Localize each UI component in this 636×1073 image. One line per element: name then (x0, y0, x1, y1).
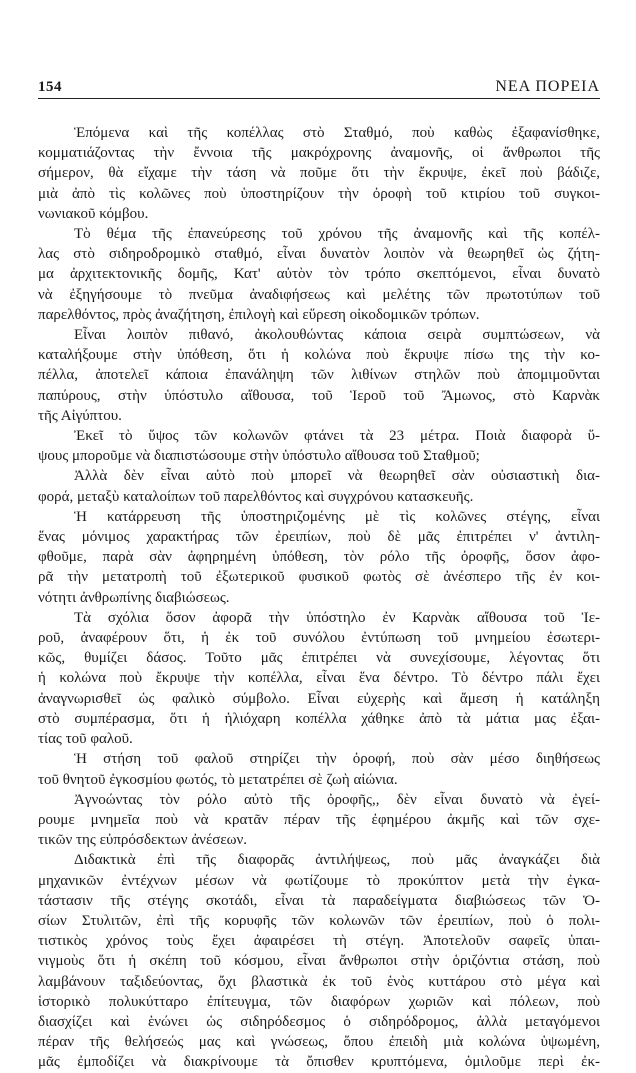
text-line: κῶς, θυμίζει δάσος. Τοῦτο μᾶς ἐπιτρέπει νὰ συνεχίσουμε, λέγοντας ὅτι (38, 650, 600, 667)
text-line: Ἀγνοώντας τὸν ρόλο αὐτὸ τῆς ὀροφῆς,, δὲν εἶναι δυνατὸ νὰ ἐγεί- (74, 791, 600, 808)
text-line: σίων Στυλιτῶν, ἐπὶ τῆς κορυφῆς τῶν κολωνῶν τῶν ἐρειπίων, ποὺ ὁ πολι- (38, 912, 600, 929)
text-line: κομματιάζοντας τὴν ἔννοια τῆς μακρόχρονης ἀναμονῆς, οἱ ἄνθρωποι τῆς (38, 145, 600, 162)
text-line: Ἡ στήση τοῦ φαλοῦ στηρίζει τὴν ὀροφή, ποὺ σὰν μέσο διηθήσεως (74, 751, 600, 768)
text-line: μηχανικῶν ἐντέχνων μέσων νὰ φωτίζουμε τὸ προκύπτον μετὰ τὴν ἐγκα- (38, 872, 600, 889)
text-line: τίας τοῦ φαλοῦ. (38, 731, 133, 748)
text-line: λαμβάνουν ταξιδεύοντας, ὄχι βλαστικὰ ἐκ τοῦ ἑνὸς κυττάρου στὸ μέγα καὶ (38, 973, 600, 990)
text-line: Τὰ σχόλια ὅσον ἀφορᾶ τὴν ὑπόστηλο ἐν Καρνὰκ αἴθουσα τοῦ Ἱε- (74, 609, 600, 626)
text-line: πέραν τῆς θελήσεώς μας καὶ γνώσεως, ὅπου ἐπειδὴ μιὰ κολώνα ὑψωμένη, (38, 1034, 600, 1051)
text-line: φθοῦμε, παρὰ σὰν ἀφηρημένη ὑπόθεση, τὸν ρόλο τῆς ὀροφῆς, ὅσον ἀφο- (38, 549, 600, 566)
text-line: στὸ συμπέρασμα, ὅτι ἡ ἡλιόχαρη κοπέλλα χάθηκε ἀπὸ τὰ μάτια μας ἐξαι- (38, 710, 600, 727)
text-line: Διδακτικὰ ἐπὶ τῆς διαφορᾶς ἀντιλήψεως, ποὺ μᾶς ἀναγκάζει διὰ (74, 852, 600, 869)
text-line: Ἀλλὰ δὲν εἶναι αὐτὸ ποὺ μπορεῖ νὰ θεωρηθεῖ σὰν οὐσιαστικὴ δια- (74, 468, 600, 485)
text-line: ἕνας μόνιμος χαρακτήρας τῶν ἐρειπίων, ποὺ δὲ μᾶς ἐπιτρέπει ν' ἀντιλη- (38, 529, 600, 546)
running-head: ΝΕΑ ΠΟΡΕΙΑ (495, 78, 600, 95)
text-line: καταλήξουμε στὴν ὑπόθεση, ὅτι ἡ κολώνα ποὺ ἔκρυψε πίσω της τὴν κο- (38, 347, 600, 364)
text-line: τῆς Αἰγύπτου. (38, 407, 122, 424)
text-line: Ἡ κατάρρευση τῆς ὑποστηριζομένης μὲ τὶς κολῶνες στέγης, εἶναι (74, 508, 600, 525)
text-line: παπύρους, στὴν ὑπόστυλο αἴθουσα, τοῦ Ἱεροῦ τοῦ Ἄμωνος, στὸ Καρνὰκ (38, 387, 600, 404)
text-line: νότητι ἀνθρωπίνης διαβιώσεως. (38, 589, 230, 606)
body-text (38, 123, 600, 1073)
text-line: τάστασιν τῆς στέγης σκοτάδι, εἶναι τὰ παραδείγματα διαβιώσεως τῶν Ὁ- (38, 892, 600, 909)
page-number: 154 (38, 79, 62, 95)
text-line: μᾶς ἐμποδίζει νὰ διακρίνουμε τὰ ὄπισθεν κρυπτόμενα, ὁμιλοῦμε περὶ ἐκ- (38, 1054, 600, 1071)
book-page (38, 70, 600, 1071)
text-line: νωνιακοῦ κόμβου. (38, 205, 149, 222)
text-line: ρουμε μνημεῖα ποὺ νὰ κρατᾶν πέραν τῆς ἐφημέρου ἀκμῆς καὶ τῶν σχε- (38, 811, 600, 828)
text-line: μα ἀρχιτεκτονικῆς δομῆς, Κατ' αὐτὸν τὸν τρόπο σκεπτόμενοι, εἶναι δυνατὸ (38, 266, 600, 283)
text-line: παρελθόντος, πρὸς ἀναζήτηση, ἐπιλογὴ καὶ εὕρεση οἰκοδομικῶν τρόπων. (38, 306, 480, 323)
text-line: λας στὸ σιδηροδρομικὸ σταθμό, εἶναι δυνατὸν λοιπὸν νὰ θεωρηθεῖ ὡς ζήτη- (38, 246, 600, 263)
text-line: σήμερον, θὰ εἴχαμε τὴν τάση νὰ ποῦμε ὅτι τὴν ἔκρυψε, ἐκεῖ ποὺ βάδιζε, (38, 165, 600, 182)
text-line: μιὰ ἀπὸ τὶς κολῶνες ποὺ ὑποστηρίζουν τὴν ὀροφὴ τοῦ κτιρίου τοῦ συγκοι- (38, 185, 600, 202)
text-line: Τὸ θέμα τῆς ἐπανεύρεσης τοῦ χρόνου τῆς ἀναμονῆς καὶ τῆς κοπέλ- (74, 226, 600, 243)
text-line: ροῦ, ἀναφέρουν ὅτι, ἡ ἐκ τοῦ συνόλου ἐντύπωση τοῦ μνημείου ἐσωτερι- (38, 630, 600, 647)
text-line: ἡ κολώνα ποὺ ἔκρυψε τὴν κοπέλλα, εἶναι ἕνα δέντρο. Τὸ δέντρο πάλι ἔχει (38, 670, 600, 687)
text-line: διασχίζει καὶ ἑνώνει ὡς σιδηρόδεσμος ὁ σιδηρόδρομος, ἀλλὰ μεταγόμενοι (38, 1013, 600, 1030)
text-line: τιστικὸς χρόνος τοὺς ἔχει ἀφαιρέσει τὴ στέγη. Ἀποτελοῦν σαφεῖς ὑπαι- (38, 933, 600, 950)
text-line: νὰ ἐξηγήσουμε τὸ πνεῦμα ἀναδιφήσεως καὶ μελέτης τῶν πρωτοτύπων τοῦ (38, 286, 600, 303)
text-line: Ἑπόμενα καὶ τῆς κοπέλλας στὸ Σταθμό, ποὺ καθὼς ἐξαφανίσθηκε, (74, 125, 600, 141)
text-line: ψους μποροῦμε νὰ διαπιστώσουμε στὴν ὑπόστυλο αἴθουσα τοῦ Σταθμοῦ; (38, 448, 480, 465)
text-line: τικῶν της εὐπρόσδεκτων ἀνέσεων. (38, 832, 248, 849)
text-line: ρᾶ τὴν μετατροπὴ τοῦ ἐξωτερικοῦ φυσικοῦ φωτὸς σὲ ἀνέσπερο τῆς ἐν κοι- (38, 569, 600, 586)
page-header (38, 70, 600, 96)
text-line: Ἐκεῖ τὸ ὕψος τῶν κολωνῶν φτάνει τὰ 23 μέτρα. Ποιὰ διαφορὰ ὕ- (74, 428, 600, 445)
text-line: φορά, μεταξὺ καταλοίπων τοῦ παρελθόντος καὶ συγχρόνου κατασκευῆς. (38, 488, 474, 505)
text-line: ἀναγνωρισθεῖ ὡς φαλικὸ σύμβολο. Εἶναι εὐχερὴς καὶ ἄμεση ἡ κατάληξη (38, 690, 600, 707)
header-rule (38, 98, 600, 99)
text-line: ἱστορικὸ πολυκύτταρο ἐπίτευγμα, τῶν διαφόρων χωριῶν καὶ πόλεων, ποὺ (38, 993, 600, 1010)
text-line: πέλλα, ἀποτελεῖ κάποια ἐπανάληψη τῶν λιθίνων στηλῶν ποὺ ἀπομιμοῦνται (38, 367, 600, 384)
text-line: νιγμοὺς ὅτι ἡ σκέπη τοῦ κόσμου, εἶναι ἄνθρωποι στὴν ὁριζόντια στάση, ποὺ (38, 953, 600, 970)
text-line: τοῦ θνητοῦ ἐγκοσμίου φωτός, τὸ μετατρέπει σὲ ζωὴ αἰώνια. (38, 771, 398, 788)
text-line: Εἶναι λοιπὸν πιθανό, ἀκολουθώντας κάποια σειρὰ συμπτώσεων, νὰ (74, 327, 600, 344)
